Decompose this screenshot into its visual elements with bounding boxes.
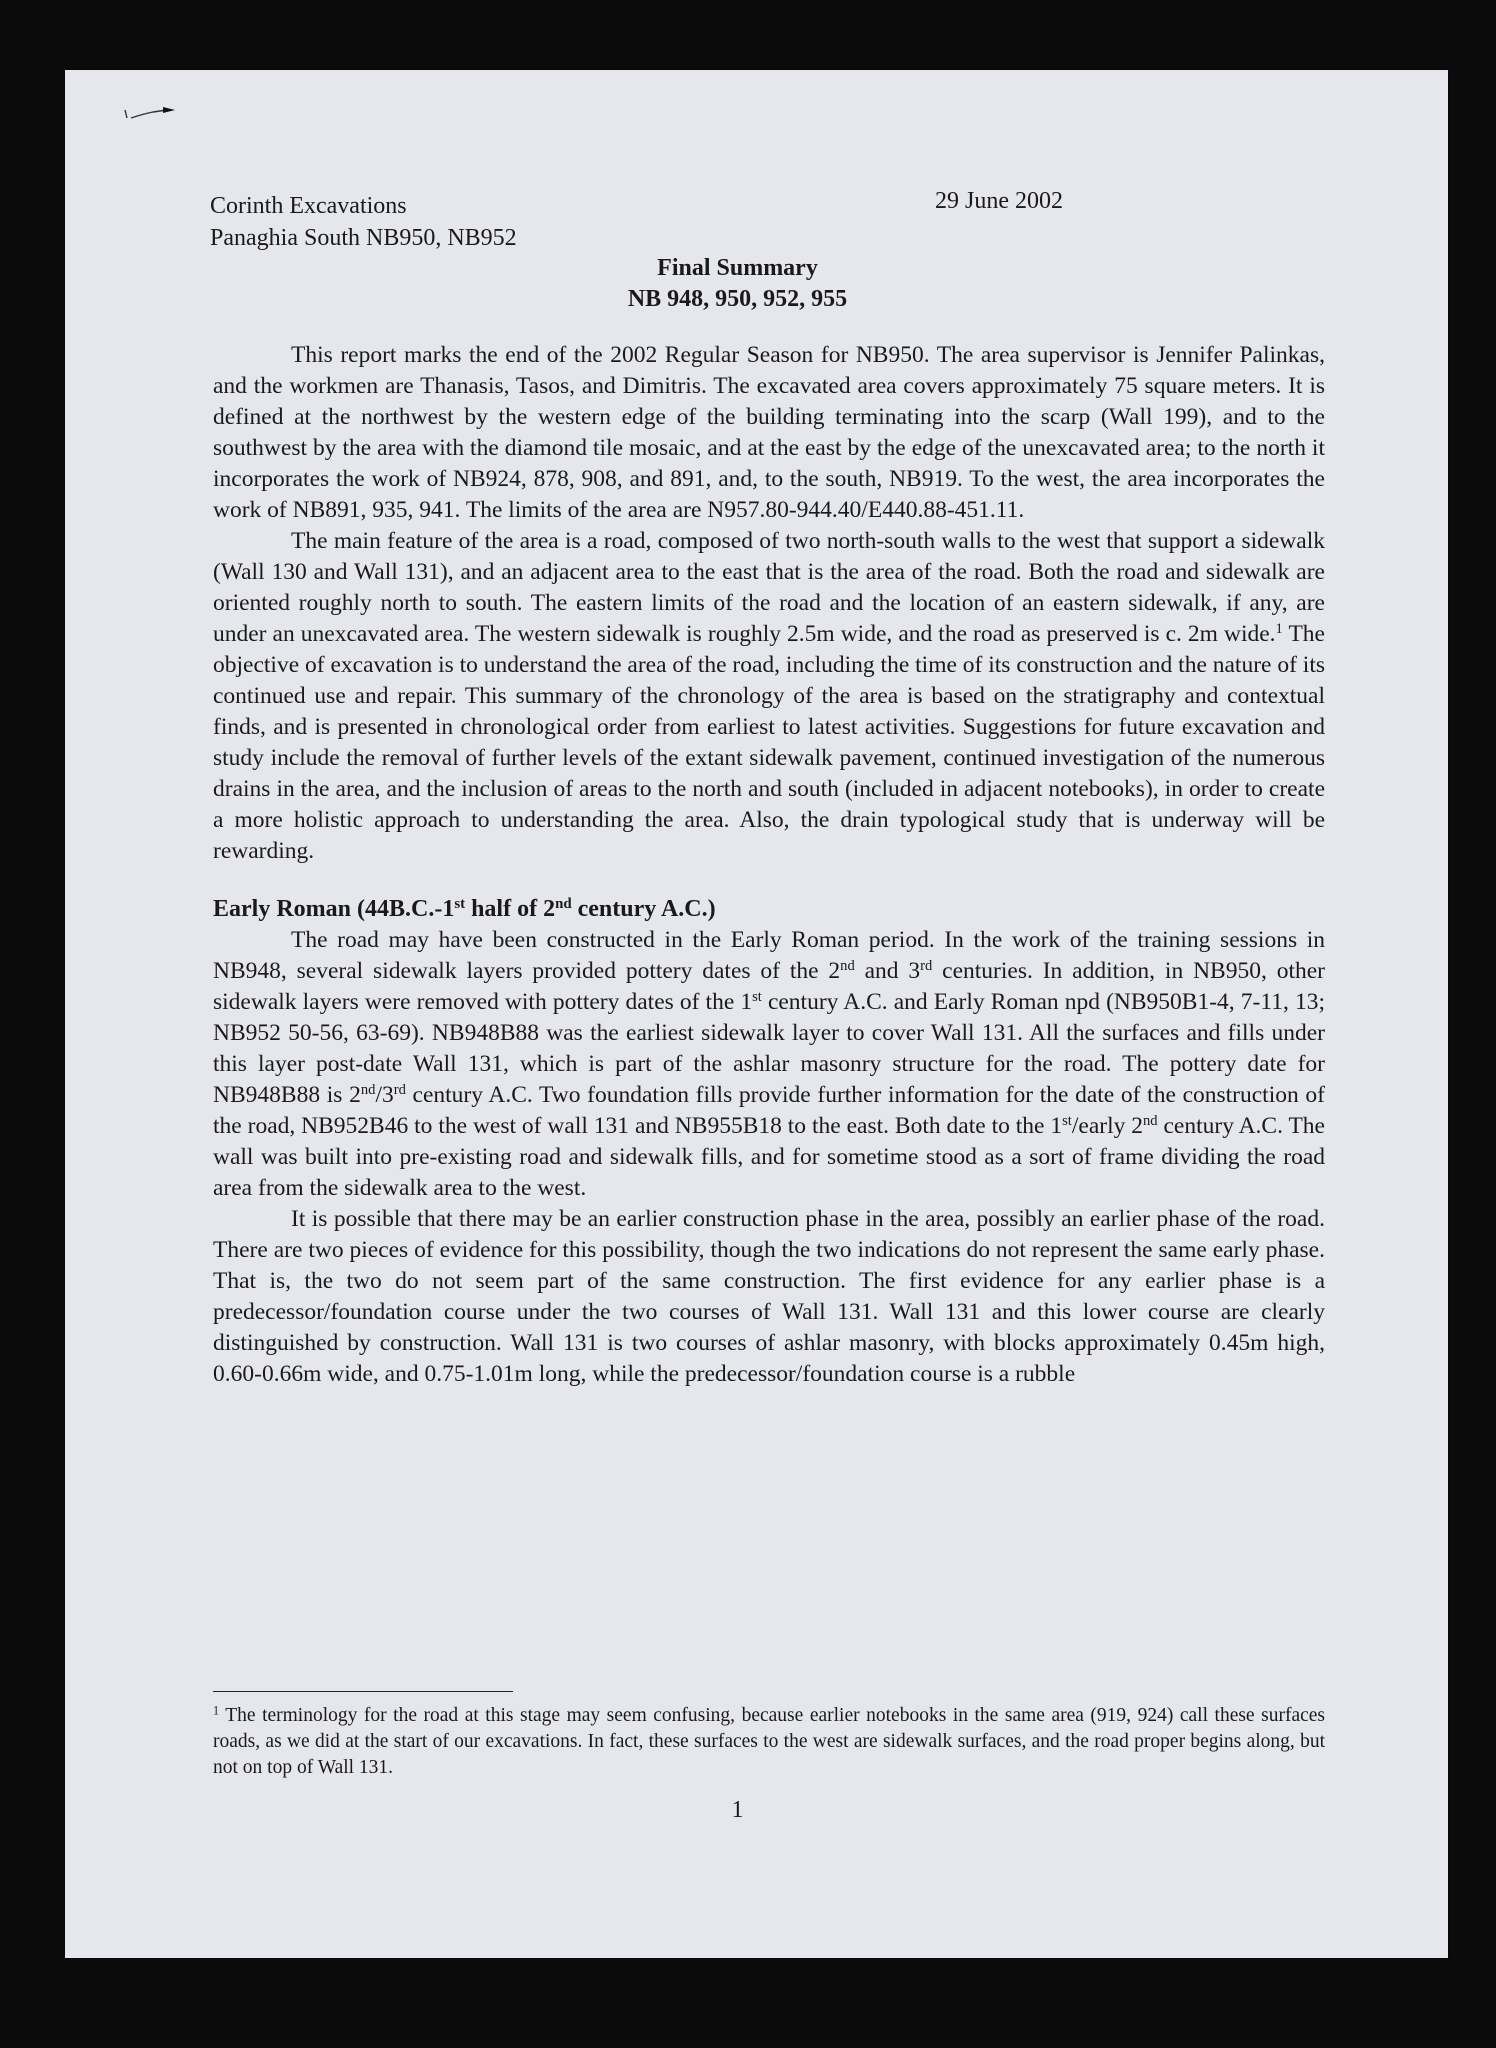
heading-sup: st	[454, 895, 466, 912]
text-run: century A.C. The wall was built into pre-existing road and sidewalk fills, and for sometime stood as a sort of frame dividing the road area from the sidewalk area to the west.	[213, 1113, 1325, 1201]
footnote-number: 1	[213, 1703, 220, 1718]
ink-mark	[123, 104, 203, 124]
title-block	[65, 253, 1410, 315]
header-date: 29 June 2002	[935, 188, 1063, 214]
ordinal-sup: nd	[360, 1082, 376, 1098]
heading-part: Early Roman (44B.C.-1	[213, 896, 455, 922]
heading-part: half of 2	[465, 896, 556, 922]
section-paragraph-2: It is possible that there may be an earlier construction phase in the area, possibly an earlier phase of the road. There are two pieces of evidence for this possibility, though the two indications do not represent the same early phase. That is, the two do not seem part of the same construction. The first evidence for any earlier phase is a predecessor/foundation course under the two courses of Wall 131. Wall 131 and this lower course are clearly distinguished by construction. Wall 131 is two courses of ashlar masonry, with blocks approximately 0.45m high, 0.60-0.66m wide, and 0.75-1.01m long, while the predecessor/foundation course is a rubble	[213, 1206, 1325, 1387]
text-run: The road may have been constructed in the Early Roman period. In the work of the training sessions in NB948, several sidewalk layers provided pottery dates of the 2	[213, 927, 1325, 984]
ordinal-sup: st	[1062, 1113, 1072, 1129]
ordinal-sup: st	[752, 989, 762, 1005]
heading-part: century A.C.)	[571, 896, 716, 922]
ordinal-sup: nd	[1143, 1113, 1158, 1129]
intro-p2-part-b: The objective of excavation is to understand the area of the road, including the time of its construction and the nature of its continued use and repair. This summary of the chronology of the area is based on the stratigraphy and contextual finds, and is presented in chronological order from earliest to latest activities. Suggestions for future excavation and study include the removal of further levels of the extant sidewalk pavement, continued investigation of the numerous drains in the area, and the inclusion of areas to the north and south (included in adjacent notebooks), in order to create a more holistic approach to understanding the area. Also, the drain typological study that is underway will be rewarding.	[213, 621, 1325, 864]
text-run: century A.C. Two foundation fills provide further information for the date of the construction of the road, NB952B46 to the west of wall 131 and NB955B18 to the east. Both date to the 1	[213, 1082, 1325, 1139]
ordinal-sup: rd	[393, 1082, 406, 1098]
text-run: centuries. In addition, in NB950, other sidewalk layers were removed with pottery dates of the 1	[213, 958, 1325, 1015]
footnote-divider	[213, 1691, 513, 1692]
intro-paragraph-2	[213, 526, 1325, 867]
header-area: Panaghia South NB950, NB952	[210, 225, 517, 251]
footnote	[213, 1703, 1325, 1781]
document-page	[65, 70, 1448, 1958]
section-heading	[213, 893, 1325, 925]
footnote-text: The terminology for the road at this stage may seem confusing, because earlier notebooks in the same area (919, 924) call these surfaces roads, as we did at the start of our excavations. In fact, these surfaces to the west are sidewalk surfaces, and the road proper begins along, but not on top of Wall 131.	[213, 1705, 1325, 1778]
text-run: century A.C. and Early Roman npd (NB950B1-4, 7-11, 13; NB952 50-56, 63-69). NB948B88 was the earliest sidewalk layer to cover Wall 131. All the surfaces and fills under this layer post-date Wall 131, which is part of the ashlar masonry structure for the road. The pottery date for NB948B88 is 2	[213, 989, 1325, 1108]
text-run: /3	[375, 1082, 394, 1108]
intro-p2-part-a: The main feature of the area is a road, composed of two north-south walls to the west that support a sidewalk (Wall 130 and Wall 131), and an adjacent area to the east that is the area of the road. Both the road and sidewalk are oriented roughly north to south. The eastern limits of the road and the location of an eastern sidewalk, if any, are under an unexcavated area. The western sidewalk is roughly 2.5m wide, and the road as preserved is c. 2m wide.	[213, 528, 1325, 647]
intro-paragraph-1: This report marks the end of the 2002 Regular Season for NB950. The area supervisor is Jennifer Palinkas, and the workmen are Thanasis, Tasos, and Dimitris. The excavated area covers approximately 75 square meters. It is defined at the northwest by the western edge of the building terminating into the scarp (Wall 199), and to the southwest by the area with the diamond tile mosaic, and at the east by the edge of the unexcavated area; to the north it incorporates the work of NB924, 878, 908, and 891, and, to the south, NB919. To the west, the area incorporates the work of NB891, 935, 941. The limits of the area are N957.80-944.40/E440.88-451.11.	[213, 342, 1325, 523]
section-paragraph-1	[213, 925, 1325, 1204]
header-left	[210, 190, 517, 254]
title-line-1: Final Summary	[657, 255, 818, 281]
header-org: Corinth Excavations	[210, 193, 407, 219]
ordinal-sup: nd	[840, 958, 855, 974]
text-run: /early 2	[1071, 1113, 1144, 1139]
title-line-2: NB 948, 950, 952, 955	[627, 286, 848, 312]
page-number: 1	[731, 1797, 744, 1823]
text-run: and 3	[854, 958, 921, 984]
heading-sup: nd	[555, 895, 572, 912]
footnote-ref: 1	[1275, 621, 1283, 637]
report-body	[213, 340, 1325, 1390]
ordinal-sup: rd	[920, 958, 933, 974]
